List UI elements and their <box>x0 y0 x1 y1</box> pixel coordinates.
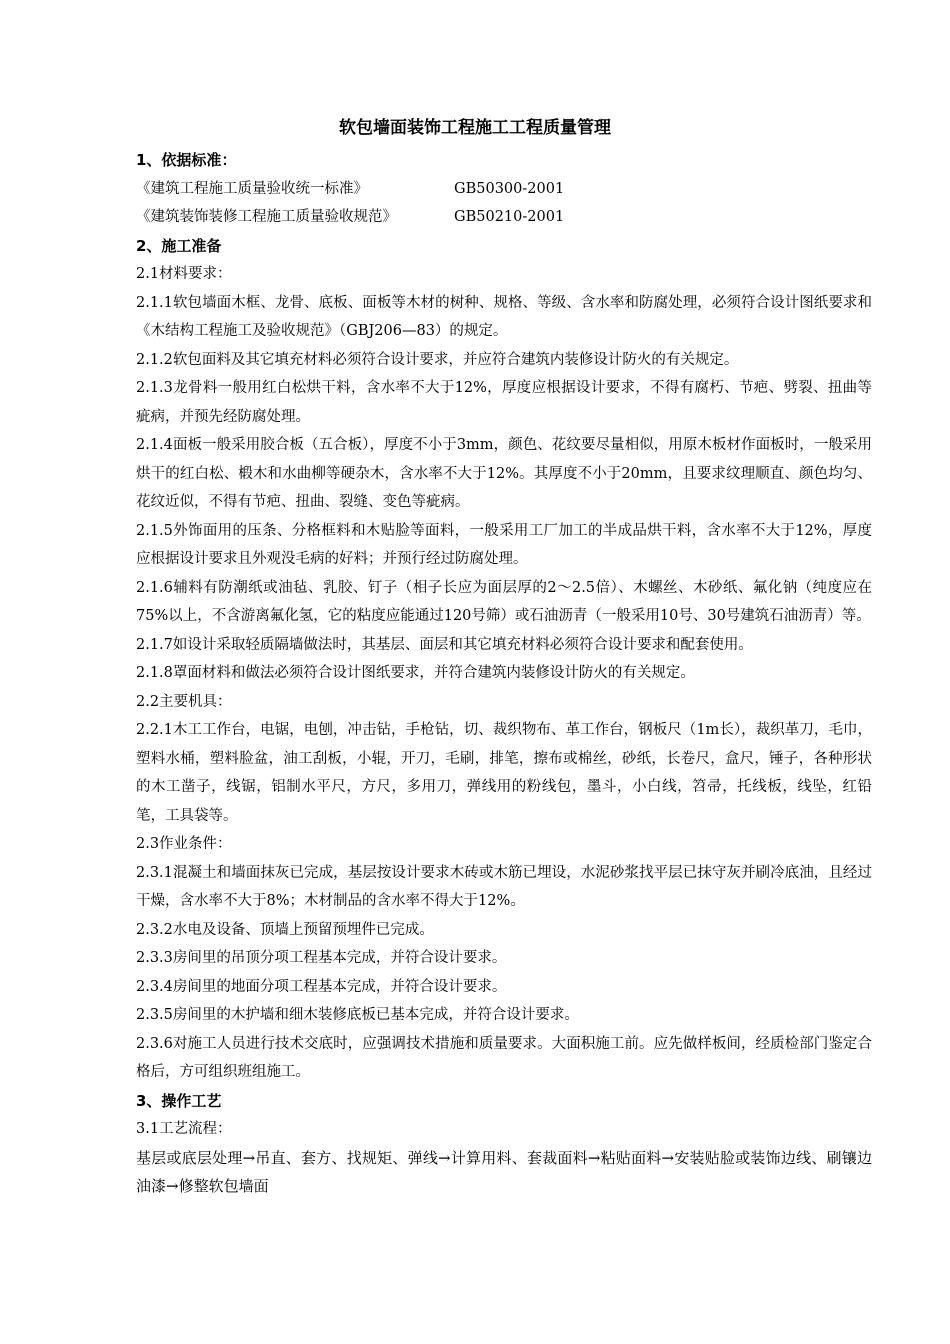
document-title: 软包墙面装饰工程施工工程质量管理 <box>339 118 611 138</box>
document-body <box>136 146 872 1201</box>
standard-row <box>136 175 872 204</box>
paragraph: 2.3.4房间里的地面分项工程基本完成，并符合设计要求。 <box>136 978 507 995</box>
paragraph: 2.3.3房间里的吊顶分项工程基本完成，并符合设计要求。 <box>136 950 507 966</box>
paragraph: 2.3.2水电及设备、顶墙上预留预埋件已完成。 <box>136 921 434 938</box>
paragraph: 2.1材料要求： <box>136 266 232 282</box>
paragraph: 2.2.1木工工作台，电锯，电刨，冲击钻，手枪钻，切、裁织物布、革工作台，钢板尺（1m长），裁织革刀，毛巾，塑料水桶，塑料脸盆，油工刮板，小辊，开刀，毛刷，排笔，擦布或棉丝，砂纸，长卷尺，盒尺，锤子，各种形状的木工凿子，线锯，铝制水平尺，方尺，多用刀，弹线用的粉线包，墨斗，小白线，笤帚，托线板，线坠，红铅笔，工具袋等。 <box>136 722 872 824</box>
section-heading-2: 2、施工准备 <box>136 236 222 255</box>
paragraph: 2.1.2软包面料及其它填充材料必须符合设计要求，并应符合建筑内装修设计防火的有关规定。 <box>136 351 739 368</box>
paragraph: 2.1.8罩面材料和做法必须符合设计图纸要求，并符合建筑内装修设计防火的有关规定。 <box>136 665 695 681</box>
standard-name: 《建筑工程施工质量验收统一标准》 <box>136 180 368 197</box>
paragraph: 2.1.5外饰面用的压条、分格框料和木贴脸等面料，一般采用工厂加工的半成品烘干料，含水率不大于12%，厚度应根据设计要求且外观没毛病的好料；并预行经过防腐处理。 <box>136 522 872 567</box>
process-flow: 基层或底层处理→吊直、套方、找规矩、弹线→计算用料、套裁面料→粘贴面料→安装贴脸或装饰边线、刷镶边油漆→修整软包墙面 <box>136 1148 872 1195</box>
paragraph: 2.3.5房间里的木护墙和细木装修底板已基本完成，并符合设计要求。 <box>136 1007 579 1023</box>
paragraph: 2.1.6辅料有防潮纸或油毡、乳胶、钉子（相子长应为面层厚的2～2.5倍）、木螺丝、木砂纸、氟化钠（纯度应在75%以上，不含游离氟化氢，它的粘度应能通过120号筛）或石油沥青（一般采用10号、30号建筑石油沥青）等。 <box>136 579 872 624</box>
standard-row <box>136 203 872 232</box>
section-heading-3: 3、操作工艺 <box>136 1091 222 1110</box>
standard-code: GB50210-2001 <box>454 209 565 225</box>
paragraph: 2.1.3龙骨料一般用红白松烘干料，含水率不大于12%，厚度应根据设计要求，不得有腐朽、节疤、劈裂、扭曲等疵病，并预先经防腐处理。 <box>136 380 872 425</box>
paragraph: 2.3.1混凝土和墙面抹灰已完成，基层按设计要求木砖或木筋已埋设，水泥砂浆找平层已抹守灰并刷冷底油，且经过干燥，含水率不大于8%；木材制品的含水率不得大于12%。 <box>136 864 872 909</box>
paragraph: 2.2主要机具： <box>136 693 232 710</box>
section-heading-1: 1、依据标准： <box>136 151 237 169</box>
paragraph: 3.1工艺流程： <box>136 1121 232 1137</box>
paragraph: 2.3.6对施工人员进行技术交底时，应强调技术措施和质量要求。大面积施工前。应先做样板间，经质检部门鉴定合格后，方可组织班组施工。 <box>136 1035 872 1080</box>
standard-code: GB50300-2001 <box>454 180 565 197</box>
paragraph: 2.3作业条件： <box>136 836 232 852</box>
paragraph: 2.1.4面板一般采用胶合板（五合板），厚度不小于3mm，颜色、花纹要尽量相似，用原木板材作面板时，一般采用烘干的红白松、椴木和水曲柳等硬杂木，含水率不大于12%。其厚度不小于20mm，且要求纹理顺直、颜色均匀、花纹近似，不得有节疤、扭曲、裂缝、变色等疵病。 <box>136 437 872 510</box>
paragraph: 2.1.7如设计采取轻质隔墙做法时，其基层、面层和其它填充材料必须符合设计要求和配套使用。 <box>136 636 753 653</box>
paragraph: 2.1.1软包墙面木框、龙骨、底板、面板等木材的树种、规格、等级、含水率和防腐处理，必须符合设计图纸要求和《木结构工程施工及验收规范》（GBJ206—83）的规定。 <box>136 294 872 339</box>
standard-name: 《建筑装饰装修工程施工质量验收规范》 <box>136 209 397 225</box>
